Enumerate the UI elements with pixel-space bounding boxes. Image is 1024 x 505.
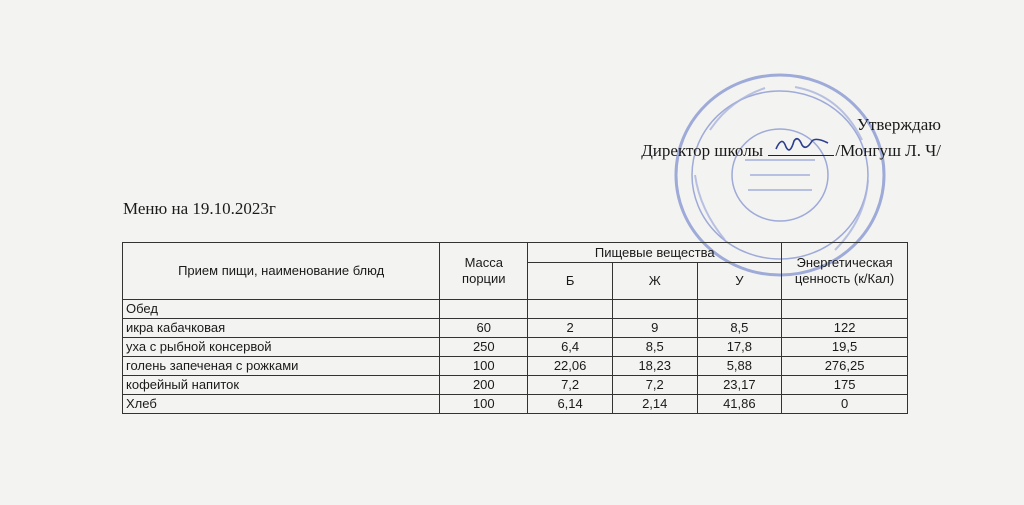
- table-row: [123, 319, 908, 338]
- dish-b: 2: [528, 319, 613, 338]
- dish-u: 41,86: [697, 395, 782, 414]
- dish-b: 6,4: [528, 338, 613, 357]
- section-label: Обед: [123, 300, 440, 319]
- section-row: [123, 300, 908, 319]
- dish-energy: 276,25: [782, 357, 908, 376]
- dish-b: 6,14: [528, 395, 613, 414]
- header-mass: Масса порции: [440, 243, 528, 300]
- dish-b: 7,2: [528, 376, 613, 395]
- dish-mass: 250: [440, 338, 528, 357]
- approval-heading: Утверждаю: [856, 115, 941, 134]
- table-row: [123, 357, 908, 376]
- dish-u: 23,17: [697, 376, 782, 395]
- dish-energy: 175: [782, 376, 908, 395]
- dish-b: 22,06: [528, 357, 613, 376]
- header-meal: Прием пищи, наименование блюд: [123, 243, 440, 300]
- header-nutrients: Пищевые вещества: [528, 243, 782, 263]
- header-z: Ж: [612, 263, 697, 300]
- dish-mass: 100: [440, 357, 528, 376]
- dish-name: уха с рыбной консервой: [123, 338, 440, 357]
- director-label: Директор школы: [641, 141, 764, 160]
- header-b: Б: [528, 263, 613, 300]
- dish-z: 7,2: [612, 376, 697, 395]
- dish-name: Хлеб: [123, 395, 440, 414]
- handwritten-signature: [772, 133, 832, 155]
- dish-u: 8,5: [697, 319, 782, 338]
- dish-name: икра кабачковая: [123, 319, 440, 338]
- dish-energy: 19,5: [782, 338, 908, 357]
- approval-block: [641, 112, 941, 164]
- dish-u: 5,88: [697, 357, 782, 376]
- header-energy: Энергетическая ценность (к/Кал): [782, 243, 908, 300]
- dish-z: 2,14: [612, 395, 697, 414]
- dish-z: 8,5: [612, 338, 697, 357]
- dish-energy: 122: [782, 319, 908, 338]
- dish-z: 18,23: [612, 357, 697, 376]
- dish-u: 17,8: [697, 338, 782, 357]
- header-u: У: [697, 263, 782, 300]
- dish-mass: 60: [440, 319, 528, 338]
- dish-energy: 0: [782, 395, 908, 414]
- dish-z: 9: [612, 319, 697, 338]
- signature-line: [768, 139, 834, 156]
- menu-table: [122, 242, 908, 414]
- table-row: [123, 395, 908, 414]
- dish-name: кофейный напиток: [123, 376, 440, 395]
- director-name: /Монгуш Л. Ч/: [835, 141, 941, 160]
- dish-mass: 100: [440, 395, 528, 414]
- dish-mass: 200: [440, 376, 528, 395]
- menu-title: Меню на 19.10.2023г: [123, 199, 276, 218]
- table-row: [123, 338, 908, 357]
- table-row: [123, 376, 908, 395]
- dish-name: голень запеченая с рожками: [123, 357, 440, 376]
